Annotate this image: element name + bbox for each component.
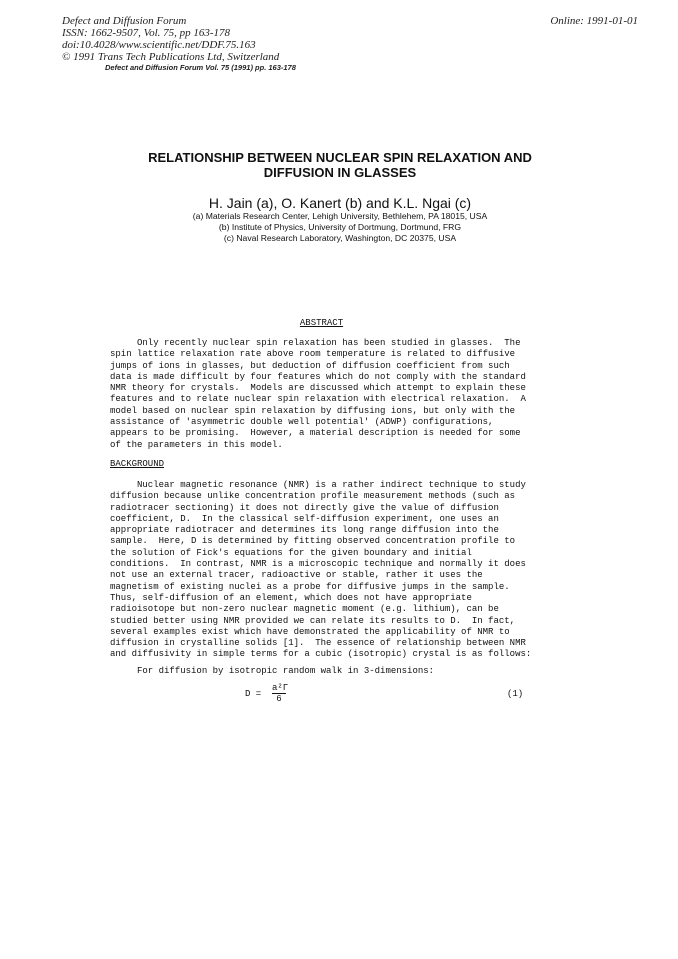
- equation-number: (1): [507, 689, 524, 699]
- text-line: Nuclear magnetic resonance (NMR) is a rather indirect technique to study: [110, 480, 526, 490]
- equation-numerator: a²Γ: [272, 683, 289, 693]
- text-line: diffusion in crystalline solids [1]. The essence of relationship between NMR: [110, 638, 526, 649]
- text-line: of the parameters in this model.: [110, 439, 283, 450]
- text-line: not use an external tracer, radioactive or stable, rather it uses the: [110, 570, 483, 581]
- text-line: data is made difficult by four features which do not comply with the standard: [110, 371, 526, 382]
- text-line: the solution of Fick's equations for the given boundary and initial: [110, 547, 472, 558]
- text-line: diffusion because unlike concentration profile measurement methods (such as: [110, 491, 516, 502]
- equation-lhs: D =: [245, 689, 262, 699]
- authors: H. Jain (a), O. Kanert (b) and K.L. Ngai (c): [208, 195, 472, 211]
- text-line: features and to relate nuclear spin relaxation with electrical relaxation. A: [110, 394, 526, 405]
- background-body: [110, 480, 540, 661]
- journal-name: Defect and Diffusion Forum: [62, 15, 187, 27]
- affiliation-c: (c) Naval Research Laboratory, Washington, DC 20375, USA: [223, 233, 457, 243]
- text-line: and diffusivity in simple terms for a cubic (isotropic) crystal is as follows:: [110, 649, 532, 660]
- text-line: NMR theory for crystals. Models are discussed which attempt to explain these: [110, 383, 526, 394]
- text-line: several examples exist which have demonstrated the applicability of NMR to: [110, 626, 510, 637]
- text-line: Thus, self-diffusion of an element, which does not have appropriate: [110, 592, 472, 603]
- background-heading: BACKGROUND: [110, 459, 165, 469]
- paper-title: [60, 150, 620, 180]
- equation-denominator: 6: [276, 694, 282, 704]
- equation-intro: [110, 666, 540, 677]
- title-line: DIFFUSION IN GLASSES: [263, 165, 417, 180]
- affiliations: [60, 211, 620, 244]
- copyright-line: © 1991 Trans Tech Publications Ltd, Switzerland: [62, 51, 280, 63]
- title-line: RELATIONSHIP BETWEEN NUCLEAR SPIN RELAXATION AND: [148, 150, 532, 165]
- text-line: studied better using NMR provided we can relate its results to D. In fact,: [110, 615, 516, 626]
- issn-line: ISSN: 1662-9507, Vol. 75, pp 163-178: [62, 27, 231, 39]
- text-line: assistance of 'asymmetric double well potential' (ADWP) configurations,: [110, 417, 494, 428]
- text-line: appropriate radiotracer and determines its long range diffusion into the: [110, 525, 499, 536]
- text-line: model based on nuclear spin relaxation by diffusing ions, but only with the: [110, 405, 516, 416]
- doi-line: doi:10.4028/www.scientific.net/DDF.75.163: [62, 39, 256, 51]
- online-date: Online: 1991-01-01: [550, 15, 638, 27]
- text-line: appears to be promising. However, a material description is needed for some: [110, 428, 521, 439]
- affiliation-a: (a) Materials Research Center, Lehigh University, Bethlehem, PA 18015, USA: [192, 211, 488, 221]
- text-line: radiotracer sectioning) it does not directly give the value of diffusion: [110, 502, 499, 513]
- journal-header: [62, 15, 279, 63]
- text-line: jumps of ions in glasses, but deduction of diffusion coefficient from such: [110, 360, 510, 371]
- text-line: coefficient, D. In the classical self-diffusion experiment, one uses an: [110, 513, 499, 524]
- text-line: For diffusion by isotropic random walk in 3-dimensions:: [110, 666, 435, 676]
- affiliation-b: (b) Institute of Physics, University of Dortmung, Dortmund, FRG: [218, 222, 462, 232]
- text-line: sample. Here, D is determined by fitting observed concentration profile to: [110, 536, 516, 547]
- abstract-heading: ABSTRACT: [299, 318, 344, 328]
- equation-fraction: [272, 683, 289, 704]
- text-line: magnetism of existing nuclei as a probe for diffusive jumps in the sample.: [110, 581, 510, 592]
- text-line: radioisotope but non-zero nuclear magnetic moment (e.g. lithium), can be: [110, 604, 499, 615]
- running-head: Defect and Diffusion Forum Vol. 75 (1991) pp. 163-178: [105, 63, 296, 72]
- text-line: spin lattice relaxation rate above room temperature is related to diffusive: [110, 349, 516, 360]
- text-line: Only recently nuclear spin relaxation has been studied in glasses. The: [110, 338, 521, 348]
- abstract-body: [110, 338, 540, 451]
- text-line: conditions. In contrast, NMR is a microscopic technique and normally it does: [110, 559, 526, 570]
